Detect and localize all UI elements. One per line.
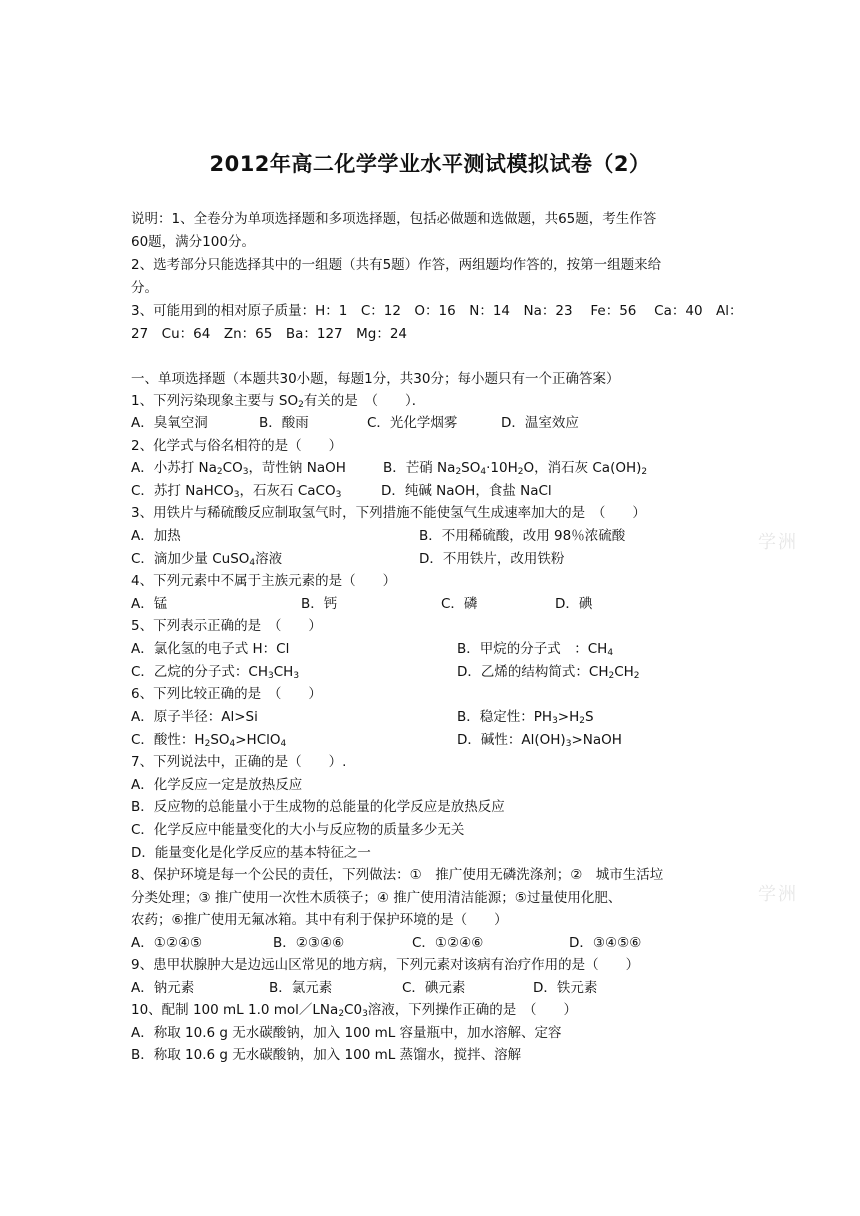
option-b: B．不用稀硫酸，改用 98％浓硫酸 [419,528,626,544]
option-c: C．酸性：$H_2SO_4>HClO_4$ [131,732,287,749]
atomic-mass-line: 3、可能用到的相对原子质量：H：1 C：12 O：16 N：14 Na：23 Fe：56 Ca：40 Al： [131,303,743,319]
option-d: D．纯碱 NaOH，食盐 NaCl [381,483,552,499]
option-a: A．钠元素 [131,980,195,996]
option-b: B．称取 10.6 g 无水碳酸钠，加入 100 mL 蒸馏水，搅拌、溶解 [131,1047,522,1063]
question-5-options-ab [131,639,731,659]
option-b: B．酸雨 [259,415,309,431]
option-d: D．③④⑤⑥ [569,935,642,951]
question-5-stem: 5、下列表示正确的是 （ ） [131,618,322,634]
option-b: B．稳定性：$PH_3>H_2S$ [457,709,594,726]
question-4-stem: 4、下列元素中不属于主族元素的是（ ） [131,573,397,589]
watermark: 学洲 [758,532,798,553]
instructions-line: 2、选考部分只能选择其中的一组题（共有5题）作答，两组题均作答的，按第一组题来给 [131,257,662,273]
question-8-stem: 分类处理；③ 推广使用一次性木质筷子；④ 推广使用清洁能源；⑤过量使用化肥、 [131,890,622,906]
option-c: C．光化学烟雾 [367,415,458,431]
option-d: D．铁元素 [533,980,598,996]
option-a: A．原子半径：Al>Si [131,709,258,725]
question-9-options [131,978,731,998]
question-9-stem: 9、患甲状腺肿大是边远山区常见的地方病，下列元素对该病有治疗作用的是（ ） [131,957,640,973]
option-b: B．钙 [301,596,338,612]
question-6-stem: 6、下列比较正确的是 （ ） [131,686,322,702]
option-b: B．甲烷的分子式 ：$CH_4$ [457,641,614,658]
option-b: B．②③④⑥ [273,935,345,951]
instructions-line: 60题，满分100分。 [131,234,255,250]
question-2-options-cd [131,481,731,501]
option-c: C．①②④⑥ [412,935,484,951]
question-7-stem: 7、下列说法中，正确的是（ ）. [131,754,347,770]
question-8-options [131,933,731,953]
question-2-stem: 2、化学式与俗名相符的是（ ） [131,438,343,454]
page-title: 2012年高二化学学业水平测试模拟试卷（2） [209,152,651,176]
question-8-stem: 农药；⑥推广使用无氟冰箱。其中有利于保护环境的是（ ） [131,912,508,928]
option-c: C．苏打 NaHCO$_3$，石灰石 CaCO$_3$ [131,483,342,500]
option-a: A．小苏打 $Na_2CO_3$，苛性钠 NaOH [131,460,346,477]
option-d: D．碘 [555,596,593,612]
option-c: C．碘元素 [402,980,466,996]
section-heading: 一、单项选择题（本题共30小题，每题1分，共30分；每小题只有一个正确答案） [131,371,620,387]
option-d: D．能量变化是化学反应的基本特征之一 [131,845,371,861]
option-a: A．加热 [131,528,181,544]
question-1-stem: 1、下列污染现象主要与 $SO_2$有关的是 （ ）． [131,393,426,410]
watermark: 学洲 [758,884,798,905]
question-4-options [131,594,731,614]
question-2-options-ab [131,458,731,478]
option-d: D．碱性：$Al(OH)_3>NaOH$ [457,732,622,749]
atomic-mass-line: 27 Cu：64 Zn：65 Ba：127 Mg：24 [131,326,408,342]
option-d: D．乙烯的结构简式：$CH_2CH_2$ [457,664,640,681]
question-10-stem: 10、配制 100 mL 1.0 $mol/LNa_2C0_3$溶液，下列操作正确的是 （ ） [131,1002,578,1019]
option-a: A．氯化氢的电子式 H：Cl [131,641,290,657]
option-c: C．磷 [441,596,478,612]
option-c: C．化学反应中能量变化的大小与反应物的质量多少无关 [131,822,465,838]
question-8-stem: 8、保护环境是每一个公民的责任，下列做法：① 推广使用无磷洗涤剂；② 城市生活垃 [131,867,664,883]
option-c: C．滴加少量 CuSO$_4$溶液 [131,551,283,568]
option-a: A．称取 10.6 g 无水碳酸钠，加入 100 mL 容量瓶中，加水溶解、定容 [131,1025,562,1041]
option-a: A．化学反应一定是放热反应 [131,777,303,793]
question-3-options-cd [131,549,731,569]
option-d: D．不用铁片，改用铁粉 [419,551,565,567]
option-a: A．臭氧空洞 [131,415,208,431]
option-b: B．氯元素 [269,980,333,996]
instructions-line: 分。 [131,280,158,296]
question-1-options [131,413,731,433]
question-3-options-ab [131,526,731,546]
question-6-options-ab [131,707,731,727]
question-3-stem: 3、用铁片与稀硫酸反应制取氢气时，下列措施不能使氢气生成速率加大的是 （ ） [131,505,646,521]
option-a: A．①②④⑤ [131,935,203,951]
option-b: B．反应物的总能量小于生成物的总能量的化学反应是放热反应 [131,799,505,815]
option-c: C．乙烷的分子式：$CH_3CH_3$ [131,664,300,681]
question-6-options-cd [131,730,731,750]
instructions-line: 说明：1、全卷分为单项选择题和多项选择题，包括必做题和选做题，共65题，考生作答 [131,211,657,227]
option-a: A．锰 [131,596,168,612]
option-d: D．温室效应 [501,415,579,431]
question-5-options-cd [131,662,731,682]
option-b: B．芒硝 $Na_2SO_4\cdot 10H_2O$，消石灰 $Ca(OH)_2$ [383,460,648,477]
